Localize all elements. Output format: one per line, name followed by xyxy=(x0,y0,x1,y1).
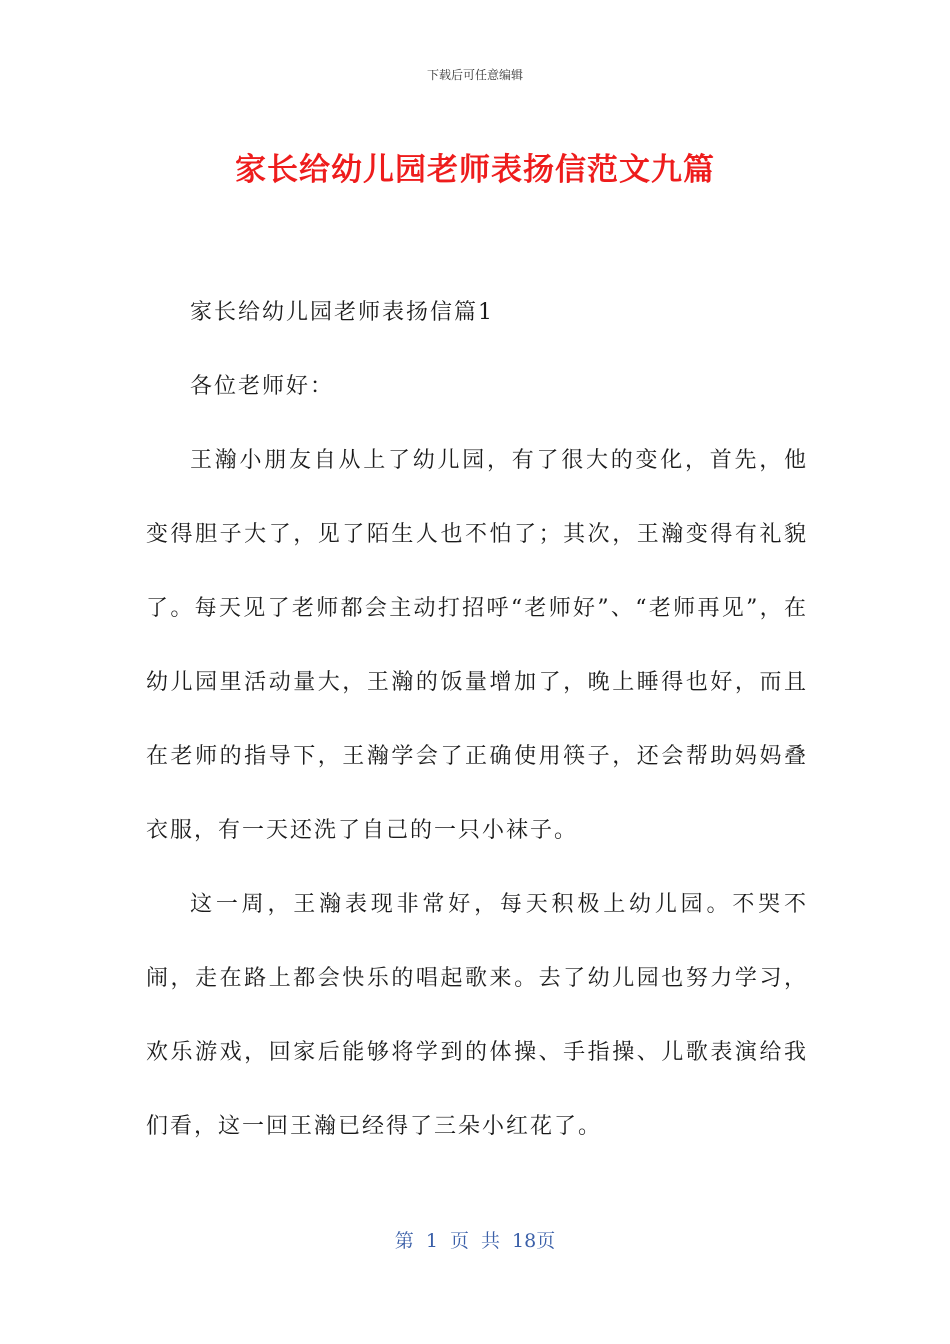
section-heading: 家长给幼儿园老师表扬信篇1 xyxy=(190,300,494,325)
document-body xyxy=(146,276,808,1164)
page-number: 第 1 页 共 18页 xyxy=(394,1230,556,1252)
body-paragraph: 这一周，王瀚表现非常好，每天积极上幼儿园。不哭不闹，走在路上都会快乐的唱起歌来。去了幼儿园也努力学习，欢乐游戏，回家后能够将学到的体操、手指操、儿歌表演给我们看，这一回王瀚已经得了三朵小红花了。 xyxy=(146,892,808,1139)
body-paragraph: 王瀚小朋友自从上了幼儿园，有了很大的变化，首先，他变得胆子大了，见了陌生人也不怕了；其次，王瀚变得有礼貌了。每天见了老师都会主动打招呼“老师好”、“老师再见”，在幼儿园里活动量大，王瀚的饭量增加了，晚上睡得也好，而且在老师的指导下，王瀚学会了正确使用筷子，还会帮助妈妈叠衣服，有一天还洗了自己的一只小袜子。 xyxy=(146,448,808,843)
document-title: 家长给幼儿园老师表扬信范文九篇 xyxy=(235,152,715,188)
header-note: 下载后可任意编辑 xyxy=(426,68,523,82)
salutation: 各位老师好： xyxy=(190,374,335,399)
